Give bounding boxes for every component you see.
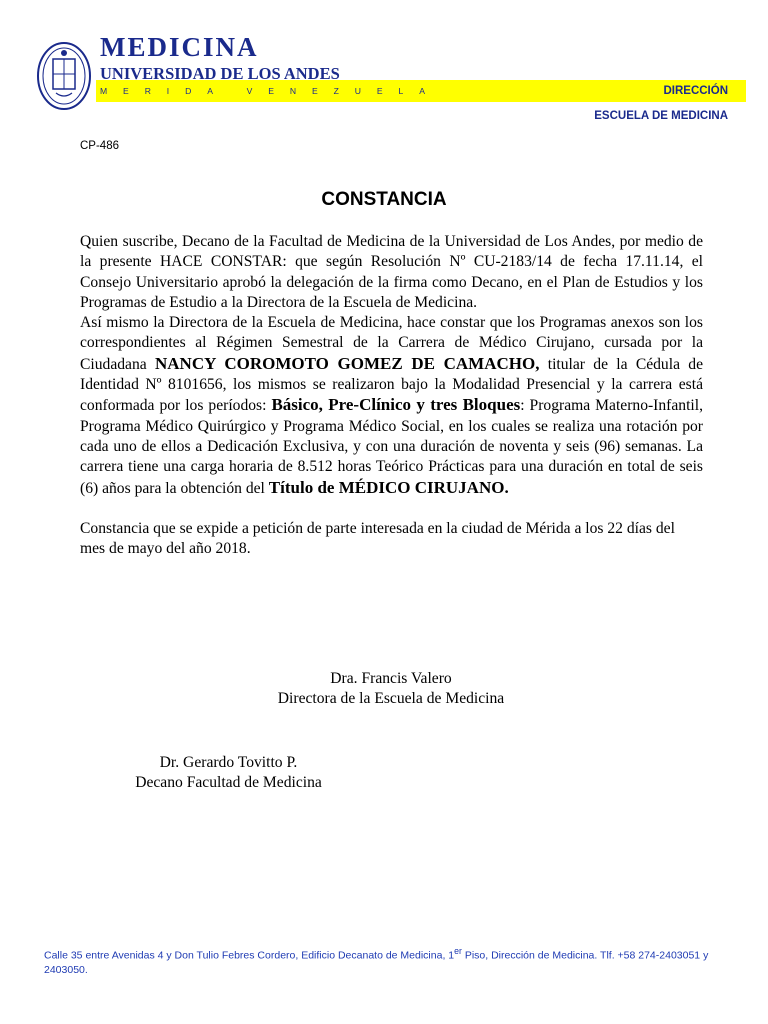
degree-title: Título de MÉDICO CIRUJANO. bbox=[268, 477, 509, 497]
signature-block-director bbox=[231, 669, 551, 710]
document-body bbox=[80, 232, 703, 559]
periods: Básico, Pre-Clínico y tres Bloques bbox=[271, 395, 521, 415]
paragraph-programs bbox=[80, 313, 703, 499]
footer-text: Calle 35 entre Avenidas 4 y Don Tulio Febres Cordero, Edificio Decanato de Medicina, 1 bbox=[44, 949, 455, 962]
paragraph-closing: Constancia que se expide a petición de parte interesada en la ciudad de Mérida a los 22 días del mes de mayo del año 2018. bbox=[80, 519, 675, 558]
university-seal-icon bbox=[36, 41, 92, 111]
paragraph-resolution: Quien suscribe, Decano de la Facultad de Medicina de la Universidad de Los Andes, por medio de la presente HACE CONSTAR: que según Resolución Nº CU-2183/14 de fecha 17.11.14, el Consejo Universitario aprobó la delegación de la firma como Decano, en el Plan de Estudios y los Programas de Estudio a la Directora de la Escuela de Medicina. bbox=[80, 233, 703, 311]
text-segment: : Programa Materno-Infantil, Programa Médico Quirúrgico y Programa Médico Social, en los cuales se realiza una rotación por cada uno de ellos a Dedicación Exclusiva, y con una duración de noventa y seis (96) semanas. La carrera tiene una carga horaria de 8.512 horas Teórico Prácticas para una duración en total de seis (6) años para la obtención del bbox=[80, 397, 703, 497]
signatory-role: Directora de la Escuela de Medicina bbox=[277, 690, 505, 708]
header-school: ESCUELA DE MEDICINA bbox=[594, 110, 728, 122]
header-location: MERIDA VENEZUELA bbox=[100, 86, 441, 96]
signatory-name: Dra. Francis Valero bbox=[330, 670, 452, 687]
header-department: DIRECCIÓN bbox=[663, 85, 728, 97]
signature-block-dean bbox=[96, 753, 361, 794]
document-title: CONSTANCIA bbox=[321, 189, 447, 210]
header-university: UNIVERSIDAD DE LOS ANDES bbox=[100, 64, 340, 83]
signatory-name: Dr. Gerardo Tovitto P. bbox=[159, 754, 298, 771]
text-segment: Así mismo la Directora de la Escuela de Medicina, hace constar que los Programas anexos son los correspondientes al Régimen Semestral de la Carrera de Médico Cirujano, cursada por la Ciudadana bbox=[80, 314, 703, 373]
text-segment: titular de la Cédula de Identidad Nº 8101656, los mismos se realizaron bajo la Modalidad Presencial y la carrera está conformada por los períodos: bbox=[80, 355, 703, 415]
footer-address bbox=[44, 944, 732, 977]
header-title: MEDICINA bbox=[100, 32, 259, 62]
student-name: NANCY COROMOTO GOMEZ DE CAMACHO, bbox=[154, 353, 540, 373]
footer-superscript: er bbox=[454, 946, 462, 956]
document-reference: CP-486 bbox=[80, 140, 119, 152]
footer-text: Piso, Dirección de Medicina. Tlf. +58 274-2403051 y 2403050. bbox=[44, 949, 709, 976]
signatory-role: Decano Facultad de Medicina bbox=[135, 774, 322, 792]
